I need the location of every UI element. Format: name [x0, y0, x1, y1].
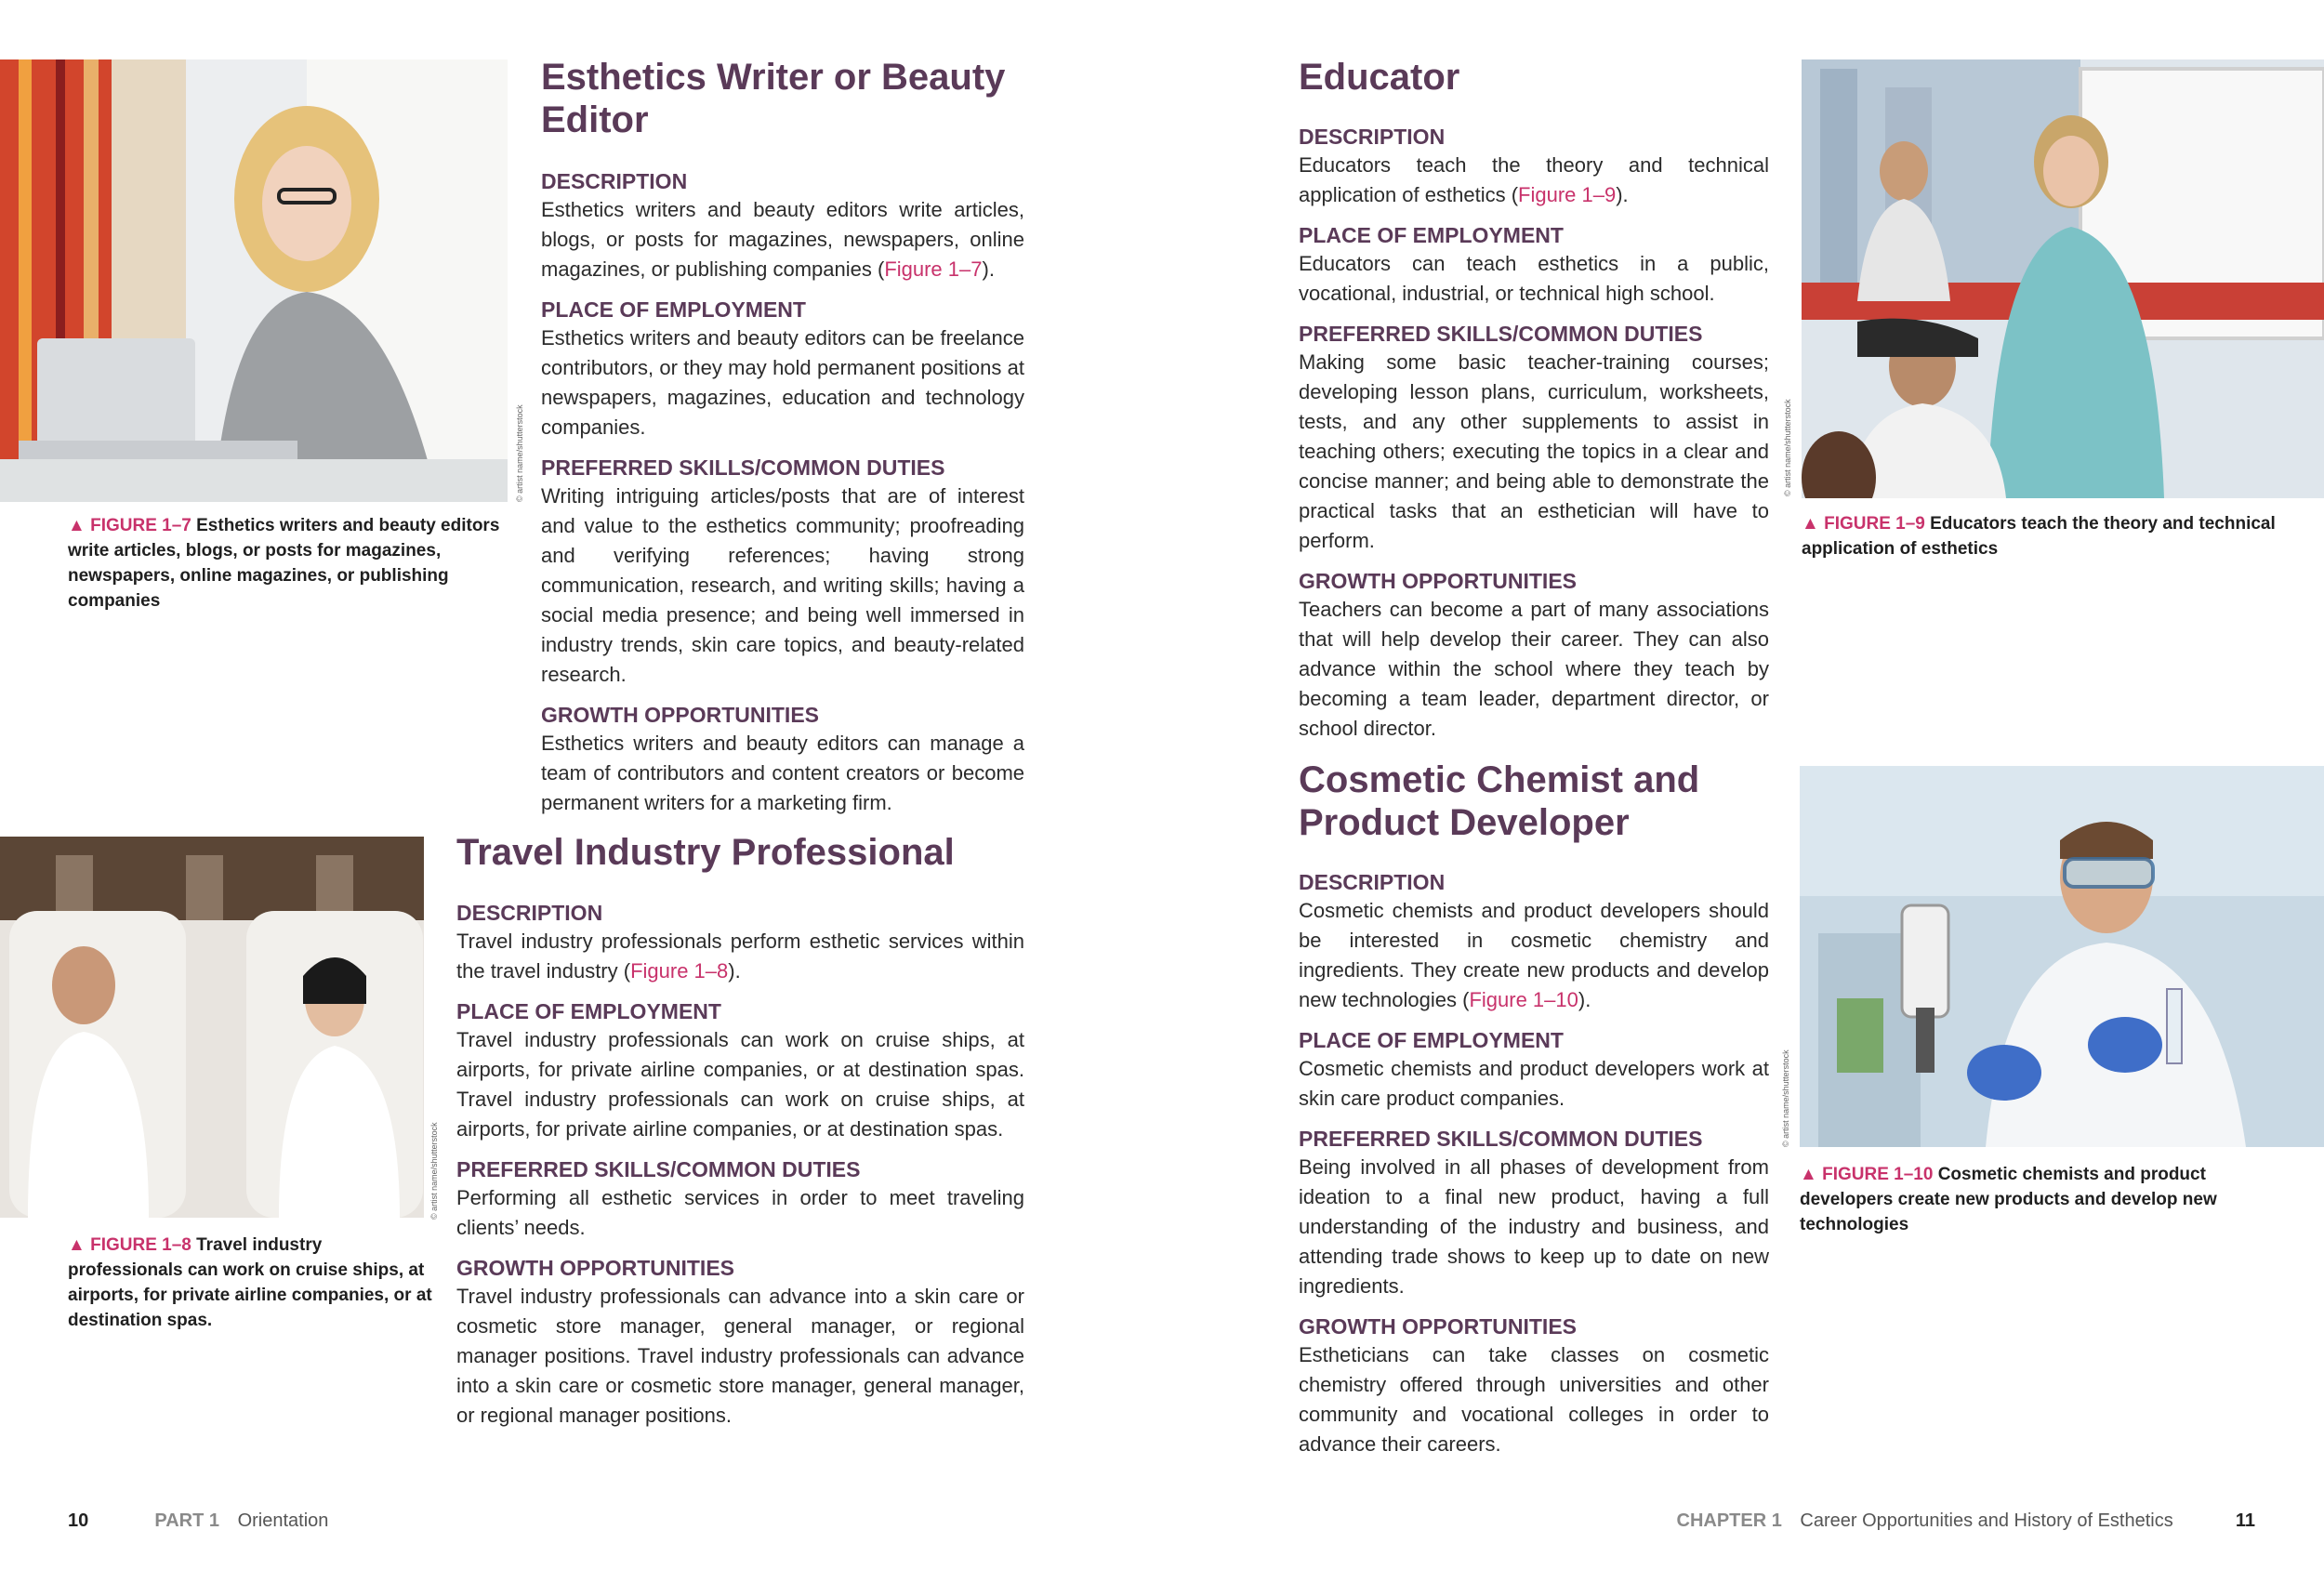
figure-1-7-photo: [0, 59, 508, 502]
figure-1-7-caption: [68, 513, 514, 613]
writer-growth-text: Esthetics writers and beauty editors can manage a team of contributors and content creators or become permanent writers for a marketing firm.: [541, 732, 1024, 814]
travel-skills-heading: PREFERRED SKILLS/COMMON DUTIES: [456, 1157, 861, 1181]
writer-employment-text: Esthetics writers and beauty editors can be freelance contributors, or they may hold permanent positions at newspapers, magazines, education and technology companies.: [541, 326, 1024, 439]
chemist-title: Cosmetic Chemist and Product Developer: [1299, 759, 1700, 843]
figure-1-7-label: ▲ FIGURE 1–7: [68, 516, 191, 535]
travel-employment-text: Travel industry professionals can work on cruise ships, at airports, for private airline companies, or at destination spas. Travel industry professionals can work on cruise ships, at airports, for private airline companies, or at destination spas.: [456, 1028, 1024, 1141]
educator-employment-heading: PLACE OF EMPLOYMENT: [1299, 223, 1564, 247]
figure-1-9-photo: [1802, 59, 2324, 498]
travel-section: [456, 899, 1024, 1442]
travel-title: Travel Industry Professional: [456, 832, 955, 873]
figure-1-10-photo: [1800, 766, 2324, 1147]
educator-employment-text: Educators can teach esthetics in a public, vocational, industrial, or technical high school.: [1299, 252, 1769, 305]
figure-1-10-credit: © artist name/shutterstock: [1781, 1049, 1790, 1147]
travel-description-heading: DESCRIPTION: [456, 901, 603, 925]
chemist-skills-text: Being involved in all phases of development from ideation to a final new product, having a full understanding of the industry and business, and attending trade shows to keep up to date on new ingredients.: [1299, 1155, 1769, 1298]
figure-1-10-label: ▲ FIGURE 1–10: [1800, 1165, 1934, 1184]
figure-1-9-label: ▲ FIGURE 1–9: [1802, 514, 1925, 534]
figure-1-7-link[interactable]: Figure 1–7: [884, 257, 983, 281]
figure-1-8-caption-text: Travel industry professionals can work on cruise ships, at airports, for private airline companies, or at destination spas.: [68, 1235, 432, 1330]
figure-1-10-link[interactable]: Figure 1–10: [1469, 988, 1578, 1011]
writer-description-heading: DESCRIPTION: [541, 169, 688, 193]
chemist-employment-heading: PLACE OF EMPLOYMENT: [1299, 1028, 1564, 1052]
travel-growth-heading: GROWTH OPPORTUNITIES: [456, 1256, 734, 1280]
educator-skills-text: Making some basic teacher-training courses; developing lesson plans, curriculum, worksheets, tests, and any other supplements to assist in teaching others; executing the topics in a clear and concise manner; and being able to demonstrate the practical tasks that an esthetician will have to perform.: [1299, 350, 1769, 552]
educator-section: [1299, 123, 1769, 755]
figure-1-9-caption: [1802, 511, 2285, 561]
figure-1-8-credit: © artist name/shutterstock: [429, 1122, 439, 1220]
writer-skills-text: Writing intriguing articles/posts that are of interest and value to the esthetics community; proofreading and verifying references; having strong communication, research, and writing skills; having a social media presence; and being well immersed in industry trends, skin care topics, and beauty-related research.: [541, 484, 1024, 686]
writer-title: Esthetics Writer or Beauty Editor: [541, 57, 1006, 140]
left-page-number: 10: [68, 1510, 89, 1531]
figure-1-7-credit: © artist name/shutterstock: [515, 404, 524, 502]
chemist-growth-text: Estheticians can take classes on cosmetic chemistry offered through universities and other community and vocational colleges in order to advance their careers.: [1299, 1343, 1769, 1456]
educator-skills-heading: PREFERRED SKILLS/COMMON DUTIES: [1299, 322, 1703, 346]
travel-employment-heading: PLACE OF EMPLOYMENT: [456, 999, 721, 1023]
writer-growth-heading: GROWTH OPPORTUNITIES: [541, 703, 819, 727]
left-folio-section: Orientation: [237, 1510, 329, 1531]
educator-growth-text: Teachers can become a part of many associations that will help develop their career. They can also advance within the school where they teach by becoming a team leader, department director, or school director.: [1299, 598, 1769, 740]
chemist-growth-heading: GROWTH OPPORTUNITIES: [1299, 1314, 1577, 1339]
figure-1-10-caption-text: Cosmetic chemists and product developers create new products and develop new technologies: [1800, 1165, 2217, 1234]
travel-description-text: Travel industry professionals perform esthetic services within the travel industry (Figure 1–8).: [456, 930, 1024, 983]
writer-description-text: Esthetics writers and beauty editors write articles, blogs, or posts for magazines, newspapers, online magazines, or publishing companies (Figure 1–7).: [541, 198, 1024, 281]
chemist-skills-heading: PREFERRED SKILLS/COMMON DUTIES: [1299, 1127, 1703, 1151]
writer-skills-heading: PREFERRED SKILLS/COMMON DUTIES: [541, 455, 945, 480]
right-page-number: 11: [2235, 1510, 2255, 1531]
left-folio: [68, 1509, 328, 1533]
educator-growth-heading: GROWTH OPPORTUNITIES: [1299, 569, 1577, 593]
writer-employment-heading: PLACE OF EMPLOYMENT: [541, 297, 806, 322]
educator-description-text: Educators teach the theory and technical application of esthetics (Figure 1–9).: [1299, 153, 1769, 206]
figure-1-9-credit: © artist name/shutterstock: [1783, 399, 1792, 496]
figure-1-8-photo: [0, 837, 424, 1218]
figure-1-9-caption-text: Educators teach the theory and technical application of esthetics: [1802, 514, 2276, 559]
figure-1-8-label: ▲ FIGURE 1–8: [68, 1235, 191, 1255]
writer-section: [541, 167, 1024, 829]
educator-title: Educator: [1299, 57, 1460, 98]
left-folio-part: PART 1: [154, 1510, 220, 1531]
travel-growth-text: Travel industry professionals can advance into a skin care or cosmetic store manager, general manager, or regional manager positions. Travel industry professionals can advance into a skin care or cosmetic store manager, general manager, or regional manager positions.: [456, 1285, 1024, 1427]
travel-skills-text: Performing all esthetic services in order to meet traveling clients’ needs.: [456, 1186, 1024, 1239]
figure-1-8-link[interactable]: Figure 1–8: [630, 959, 729, 983]
right-folio: [1677, 1509, 2256, 1533]
right-folio-section: Career Opportunities and History of Esthetics: [1800, 1510, 2173, 1531]
figure-1-8-caption: [68, 1233, 440, 1333]
chemist-employment-text: Cosmetic chemists and product developers work at skin care product companies.: [1299, 1057, 1769, 1110]
chemist-description-heading: DESCRIPTION: [1299, 870, 1446, 894]
chemist-description-text: Cosmetic chemists and product developers should be interested in cosmetic chemistry and ingredients. They create new products and develop new technologies (Figure 1–10).: [1299, 899, 1769, 1011]
educator-description-heading: DESCRIPTION: [1299, 125, 1446, 149]
figure-1-7-caption-text: Esthetics writers and beauty editors write articles, blogs, or posts for magazines, newspapers, online magazines, or publishing companies: [68, 516, 500, 611]
right-folio-chapter: CHAPTER 1: [1676, 1510, 1782, 1531]
figure-1-9-link[interactable]: Figure 1–9: [1518, 183, 1617, 206]
figure-1-10-caption: [1800, 1162, 2246, 1237]
chemist-section: [1299, 868, 1769, 1471]
